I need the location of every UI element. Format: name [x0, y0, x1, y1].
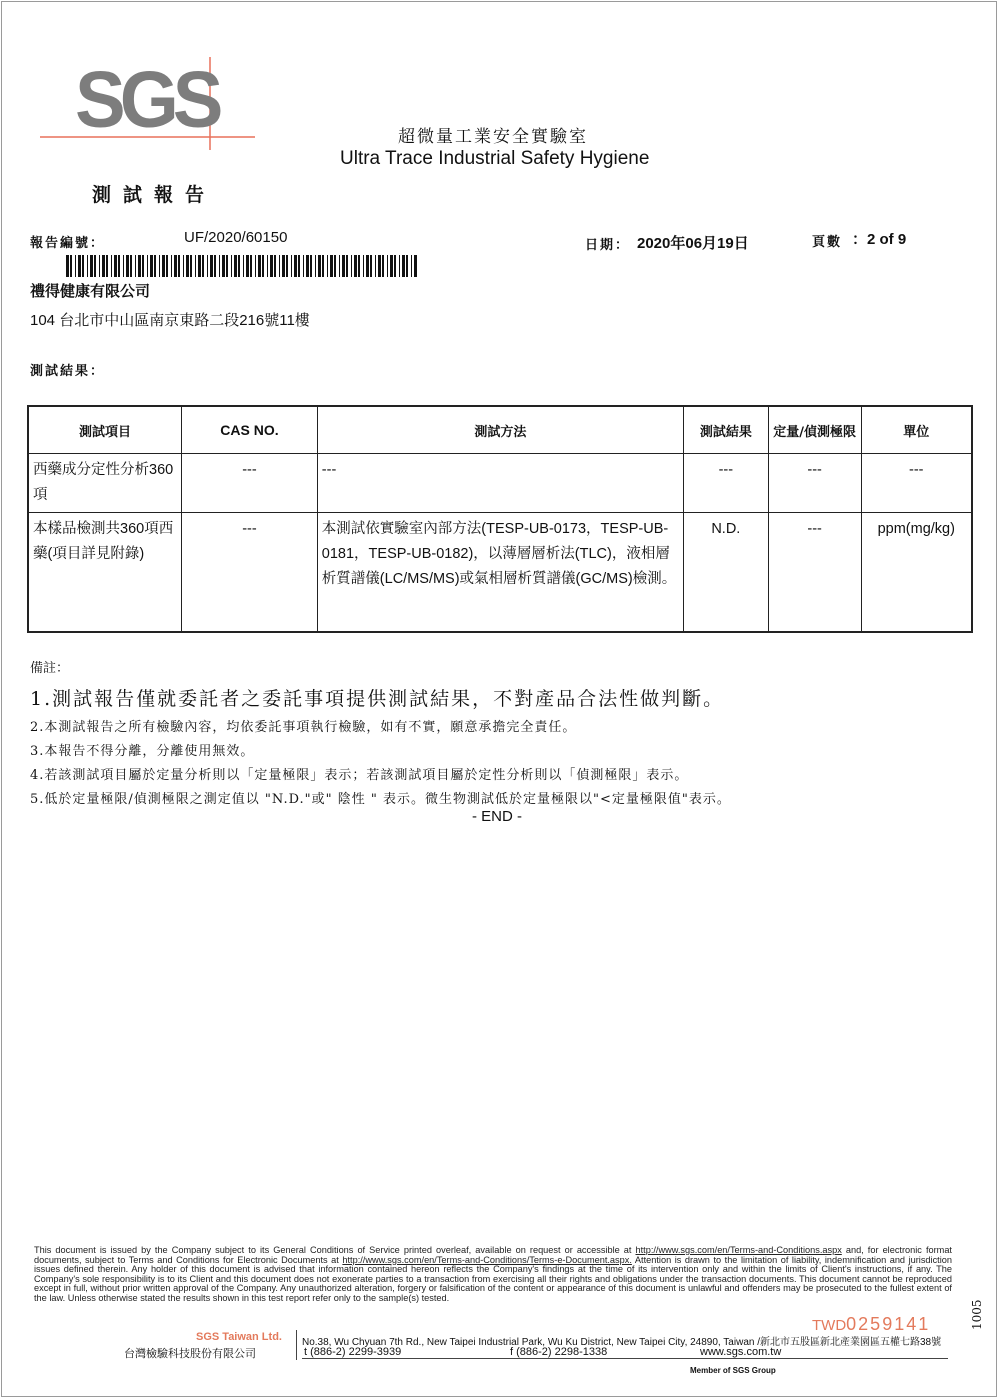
member-of-sgs: Member of SGS Group [690, 1366, 776, 1375]
cell-unit: ppm(mg/kg) [861, 513, 972, 633]
report-title: 測試報告 [92, 184, 217, 206]
header-unit: 單位 [861, 406, 972, 454]
header-test-method: 測試方法 [317, 406, 683, 454]
report-date: 2020年06月19日 [637, 235, 749, 252]
cell-method: --- [317, 454, 683, 513]
table-row [28, 454, 972, 513]
cell-cas: --- [182, 513, 318, 633]
company-tel: t (886-2) 2299-3939 [304, 1346, 402, 1358]
report-no: UF/2020/60150 [184, 229, 288, 246]
note-1: 1.測試報告僅就委託者之委託事項提供測試結果，不對產品合法性做判斷。 [30, 688, 725, 710]
report-no-label: 報告編號： [30, 236, 106, 251]
serial-digits: 0259141 [846, 1314, 931, 1334]
disclaimer-text-3: Attention is drawn to the limitation of liability, indemnification and jurisdiction issues defined therein. Any holder of this document is advised that information contained hereon reflects the Company's findings at the time of its intervention only and within the limits of Client's instructions, if any. The Company's sole responsibility is to its Client and this document does not exonerate parties to a transaction from exercising all their rights and obligations under the transaction documents. This document cannot be reproduced except in full, without prior written approval of the Company. Any unauthorized alteration, forgery or falsification of the content or appearance of this document is unlawful and offenders may be prosecuted to the fullest extent of the law. Unless otherwise stated the results shown in this test report refer only to the sample(s) tested. [34, 1254, 952, 1303]
company-address: No.38, Wu Chyuan 7th Rd., New Taipei Industrial Park, Wu Ku District, New Taipei City, 24890, Taiwan /新北市五股區新北產業園區五權七路38號 [302, 1337, 942, 1348]
company-name-en: SGS Taiwan Ltd. [196, 1331, 282, 1343]
date-label: 日期： [585, 238, 631, 253]
serial-number [812, 1314, 930, 1335]
client-address: 104 台北市中山區南京東路二段216號11樓 [30, 312, 310, 329]
results-table [27, 405, 973, 633]
company-name-zh: 台灣檢驗科技股份有限公司 [124, 1347, 256, 1360]
end-marker: - END - [472, 808, 522, 825]
client-name: 禮得健康有限公司 [30, 283, 151, 300]
cell-item: 西藥成分定性分析360項 [28, 454, 182, 513]
header-cas-no: CAS NO. [182, 406, 318, 454]
company-website[interactable]: www.sgs.com.tw [700, 1346, 782, 1358]
cell-limit: --- [768, 513, 861, 633]
disclaimer [34, 1246, 952, 1304]
page-count: ：2 of 9 [852, 231, 907, 248]
cell-limit: --- [768, 454, 861, 513]
header-test-item: 測試項目 [28, 406, 182, 454]
note-4: 4.若該測試項目屬於定量分析則以「定量極限」表示；若該測試項目屬於定性分析則以「偵測極限」表示。 [30, 768, 689, 783]
cell-method: 本測試依實驗室內部方法(TESP-UB-0173，TESP-UB-0181，TESP-UB-0182)，以薄層層析法(TLC)，液相層析質譜儀(LC/MS/MS)或氣相層析質譜儀(GC/MS)檢測。 [317, 513, 683, 633]
cell-result: N.D. [683, 513, 768, 633]
sgs-logo: SGS [75, 54, 218, 145]
lab-name-zh: 超微量工業安全實驗室 [398, 127, 588, 147]
note-3: 3.本報告不得分離，分離使用無效。 [30, 744, 255, 759]
barcode [66, 255, 418, 277]
note-5: 5.低於定量極限/偵測極限之測定值以 "N.D."或" 陰性 " 表示。微生物測試低於定量極限以"<定量極限值"表示。 [30, 792, 731, 807]
page-label: 頁數 [812, 235, 843, 250]
notes-label: 備註： [30, 661, 70, 676]
side-number: 1005 [970, 1299, 984, 1330]
serial-prefix: TWD [812, 1317, 847, 1334]
cell-result: --- [683, 454, 768, 513]
company-fax: f (886-2) 2298-1338 [510, 1346, 608, 1358]
note-2: 2.本測試報告之所有檢驗內容，均依委託事項執行檢驗，如有不實，願意承擔完全責任。 [30, 720, 577, 735]
header-limit: 定量/偵測極限 [768, 406, 861, 454]
lab-name-en: Ultra Trace Industrial Safety Hygiene [340, 148, 650, 169]
disclaimer-text-1: This document is issued by the Company subject to its General Conditions of Service printed overleaf, available on request or accessible at [34, 1245, 636, 1255]
cell-cas: --- [182, 454, 318, 513]
table-row [28, 513, 972, 633]
results-label: 測試結果： [30, 364, 106, 379]
footer-divider [296, 1330, 297, 1360]
disclaimer-text-2: and, for electronic format documents, subject to Terms and Conditions for Electronic Documents at [34, 1245, 952, 1265]
e-document-terms-link[interactable]: http://www.sgs.com/en/Terms-and-Conditions/Terms-e-Document.aspx. [342, 1254, 632, 1265]
terms-link[interactable]: http://www.sgs.com/en/Terms-and-Conditions.aspx [635, 1245, 842, 1255]
cell-item: 本樣品檢測共360項西藥(項目詳見附錄) [28, 513, 182, 633]
cell-unit: --- [861, 454, 972, 513]
table-header-row [28, 406, 972, 454]
footer-rule [302, 1358, 948, 1359]
header-test-result: 測試結果 [683, 406, 768, 454]
